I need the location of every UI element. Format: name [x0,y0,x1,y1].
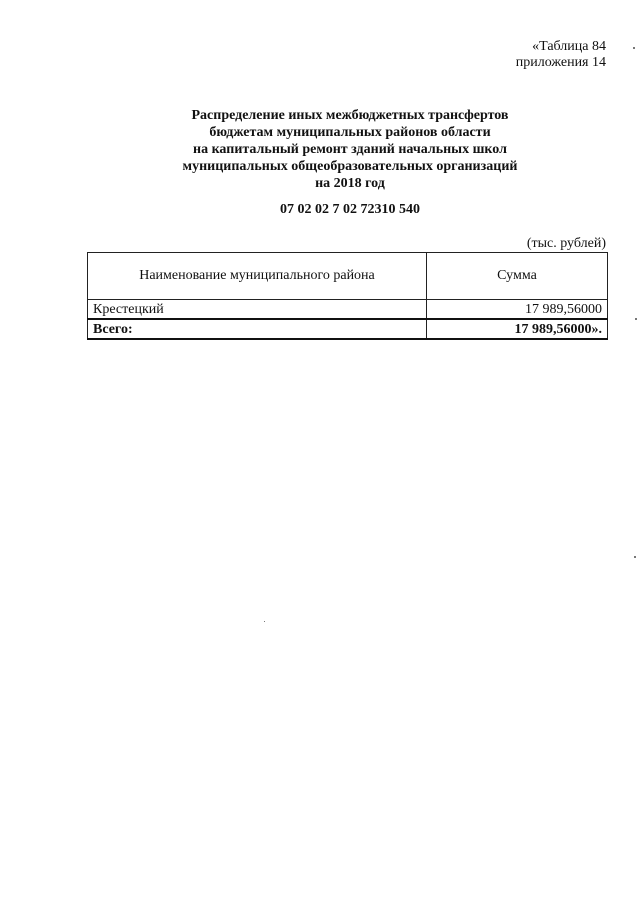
table-ref-line1: «Таблица 84 [532,39,606,54]
distribution-table [87,252,608,340]
table-ref-line2: приложения 14 [515,55,606,70]
title-line-5: на 2018 год [315,176,385,191]
column-header-district: Наименование муниципального района [88,253,427,300]
table-row [88,300,608,320]
title-line-3: на капитальный ремонт зданий начальных школ [193,142,507,157]
column-header-amount: Сумма [427,253,608,300]
table-reference [516,39,606,71]
title-line-4: муниципальных общеобразовательных организаций [182,159,518,174]
scan-speck [633,47,635,49]
district-name-cell: Крестецкий [88,300,427,320]
document-title [90,107,610,218]
units-label: (тыс. рублей) [526,236,606,251]
scan-speck [634,556,636,558]
total-row [88,319,608,339]
budget-classification-code: 07 02 02 7 02 72310 540 [280,202,420,217]
scan-speck [264,621,265,622]
total-label-cell: Всего: [88,319,427,339]
table-header-row [88,253,608,300]
amount-cell: 17 989,56000 [427,300,608,320]
total-amount-cell: 17 989,56000». [427,319,608,339]
scan-speck [635,318,637,320]
title-line-2: бюджетам муниципальных районов области [209,125,491,140]
title-line-1: Распределение иных межбюджетных трансфертов [191,108,509,123]
